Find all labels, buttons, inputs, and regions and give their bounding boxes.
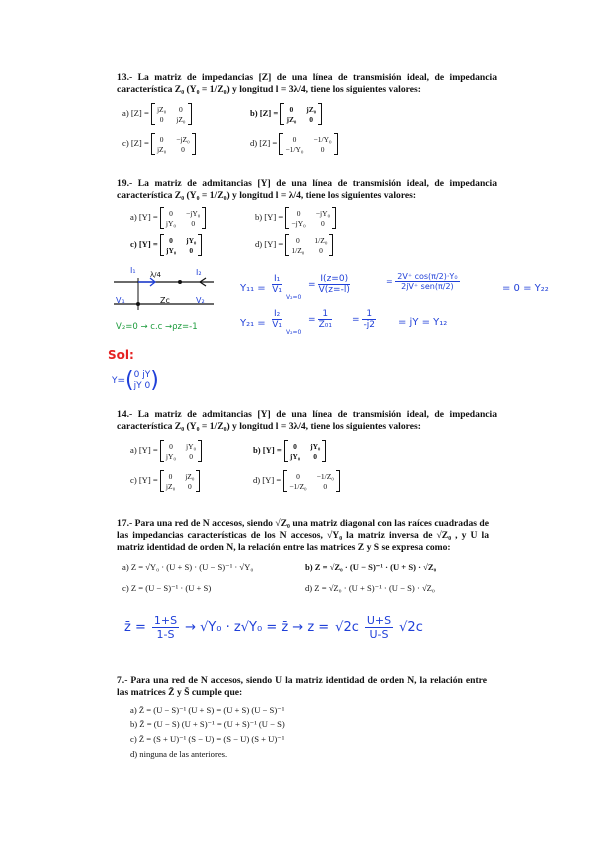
- q17-option-a[interactable]: a) Z = √Y₀ · (U + S) · (U − S)⁻¹ · √Y₀: [122, 562, 254, 572]
- hand-zbar: z̄ =: [124, 620, 146, 635]
- q17-option-c[interactable]: c) Z = (U − S)⁻¹ · (U + S): [122, 583, 212, 593]
- hand-frac-iz-vz: = $\frac{I(z=0)}{V(z=-l)}$: [308, 274, 350, 295]
- hand-frac-us: U+S U-S: [366, 614, 392, 641]
- q19-option-a[interactable]: [130, 207, 206, 229]
- hand-sqrt-2: √2c: [399, 620, 423, 635]
- question-17-title: 17.- Para una red de N accesos, siendo √Z₀ una matriz diagonal con las raíces cuadradas de las impedancias características de los N accesos, √Y₀ la matriz inversa de √Z₀ , y U la matriz identidad de orden N, la relación entre las matrices Z y S se expresa como:: [117, 518, 489, 553]
- q14-option-c-label: c) [Y] =: [130, 474, 158, 485]
- q19-option-d[interactable]: [255, 234, 333, 256]
- q13-option-c-label: c) [Z] =: [122, 137, 149, 148]
- hand-step: → √Y₀ · z√Y₀ = z̄ → z =: [185, 620, 330, 635]
- hand-sol-matrix: Y= ( 0 jY jY 0 ): [112, 368, 159, 393]
- q14-option-b-label: b) [Y] =: [253, 444, 282, 455]
- hand-v2: V₂: [196, 296, 205, 305]
- q14-option-a-label: a) [Y] =: [130, 444, 158, 455]
- hand-q17-derivation: [124, 614, 423, 641]
- q14-option-d-label: d) [Y] =: [253, 474, 282, 485]
- hand-condition: V₂=0 → c.c →ρz=-1: [116, 322, 198, 332]
- hand-sub-v2-0: V₂=0: [286, 294, 302, 301]
- q14-option-c[interactable]: [130, 470, 200, 492]
- q13-option-b-matrix: 0 jZ₀ jZ₀ 0: [280, 103, 322, 125]
- transmission-line-sketch: [110, 268, 220, 314]
- hand-frac-cos-sen: = 2V⁺ cos(π/2)·Y₀ 2jV⁺ sen(π/2): [386, 272, 458, 291]
- q14-option-a[interactable]: [130, 440, 202, 462]
- q13-option-b-label: b) [Z] =: [250, 107, 279, 118]
- hand-frac-i1-v1: I₁ V₁: [272, 274, 283, 295]
- q13-option-d-matrix: 0 −1/Y₀ −1/Y₀ 0: [279, 133, 337, 155]
- hand-i2: I₂: [196, 268, 202, 277]
- hand-y21-result: = jY = Y₁₂: [398, 317, 448, 328]
- hand-lambda4: λ/4: [150, 271, 161, 279]
- question-13-title: 13.- La matriz de impedancias [Z] de una línea de transmisión ideal, de impedancia característica Z₀ (Y₀ = 1/Z₀) y longitud l = 3λ/4, tiene los siguientes valores:: [117, 72, 497, 95]
- q14-option-d-matrix: 0 −1/Z₀ −1/Z₀ 0: [283, 470, 340, 492]
- hand-sol-label: Sol:: [108, 348, 134, 362]
- question-19-title: 19.- La matriz de admitancias [Y] de una línea de transmisión ideal, de impedancia característica Z₀ (Y₀ = 1/Z₀) y longitud l = λ/4, tiene los siguientes valores:: [117, 178, 497, 201]
- q13-option-a-label: a) [Z] =: [122, 107, 149, 118]
- q19-option-c-matrix: 0 jY₀ jY₀ 0: [160, 234, 202, 256]
- q7-option-d[interactable]: d) ninguna de las anteriores.: [130, 749, 228, 759]
- q7-option-a[interactable]: a) Z̄ = (U − S)⁻¹ (U + S) = (U + S) (U − S)⁻¹: [130, 705, 285, 715]
- q19-option-b[interactable]: [255, 207, 336, 229]
- q17-option-b[interactable]: b) Z = √Z₀ · (U − S)⁻¹ · (U + S) · √Z₀: [305, 562, 437, 572]
- hand-frac-i2-v1: I₂ V₁: [272, 309, 283, 330]
- q14-option-b[interactable]: [253, 440, 326, 462]
- q13-option-d[interactable]: [250, 133, 338, 155]
- q19-option-a-label: a) [Y] =: [130, 211, 158, 222]
- q19-option-c-label: c) [Y] =: [130, 238, 158, 249]
- hand-zc: Zc: [160, 296, 170, 305]
- q14-option-b-matrix: 0 jY₀ jY₀ 0: [284, 440, 326, 462]
- hand-frac-1s: $\frac{1+S}{1-S}$: [153, 614, 178, 641]
- hand-i1: I₁: [130, 266, 136, 275]
- hand-y11-lhs: Y₁₁ =: [240, 283, 266, 294]
- q19-option-b-matrix: 0 −jY₀ −jY₀ 0: [285, 207, 336, 229]
- q13-option-d-label: d) [Z] =: [250, 137, 278, 148]
- q19-option-d-label: d) [Y] =: [255, 238, 284, 249]
- q13-option-a-matrix: jZ₀ 0 0 jZ₀: [151, 103, 192, 125]
- q13-option-c-matrix: 0 −jZ₀ jZ₀ 0: [151, 133, 196, 155]
- hand-y11-result: = 0 = Y₂₂: [502, 283, 549, 294]
- q14-option-c-matrix: 0 jZ₀ jZ₀ 0: [160, 470, 201, 492]
- q7-option-c[interactable]: c) Z̄ = (S + U)⁻¹ (S − U) = (S − U) (S + U)⁻¹: [130, 734, 285, 744]
- hand-frac-1-z01: = $\frac{1}{\text{Z₀₁}}$: [308, 309, 332, 330]
- hand-v1: V₁: [116, 296, 125, 305]
- q14-option-a-matrix: 0 jY₀ jY₀ 0: [160, 440, 202, 462]
- hand-sub2-v2-0: V₂=0: [286, 329, 302, 336]
- hand-y21-lhs: Y₂₁ =: [240, 318, 266, 329]
- q7-option-b[interactable]: b) Z̄ = (U − S) (U + S)⁻¹ = (U + S)⁻¹ (U − S): [130, 719, 285, 729]
- q13-option-a[interactable]: [122, 103, 192, 125]
- q19-option-a-matrix: 0 −jY₀ jY₀ 0: [160, 207, 206, 229]
- q19-option-b-label: b) [Y] =: [255, 211, 284, 222]
- question-14-title: 14.- La matriz de admitancias [Y] de una línea de transmisión ideal, de impedancia característica Z₀ (Y₀ = 1/Z₀) y longitud l = 3λ/4, tiene los siguientes valores:: [117, 409, 497, 432]
- q17-option-d[interactable]: d) Z = √Z₀ · (U + S)⁻¹ · (U − S) · √Z₀: [305, 583, 435, 593]
- q19-option-d-matrix: 0 1/Z₀ 1/Z₀ 0: [285, 234, 333, 256]
- q13-option-b[interactable]: [250, 103, 322, 125]
- q19-option-c[interactable]: [130, 234, 202, 256]
- hand-frac-1-j2: = $\frac{1}{-j2}$: [352, 309, 376, 330]
- hand-sqrt-1: √2c: [335, 620, 359, 635]
- question-7-title: 7.- Para una red de N accesos, siendo U la matriz identidad de orden N, la relación entre las matrices Z̄ y S̄ cumple que:: [117, 675, 487, 698]
- q13-option-c[interactable]: [122, 133, 196, 155]
- q14-option-d[interactable]: [253, 470, 340, 492]
